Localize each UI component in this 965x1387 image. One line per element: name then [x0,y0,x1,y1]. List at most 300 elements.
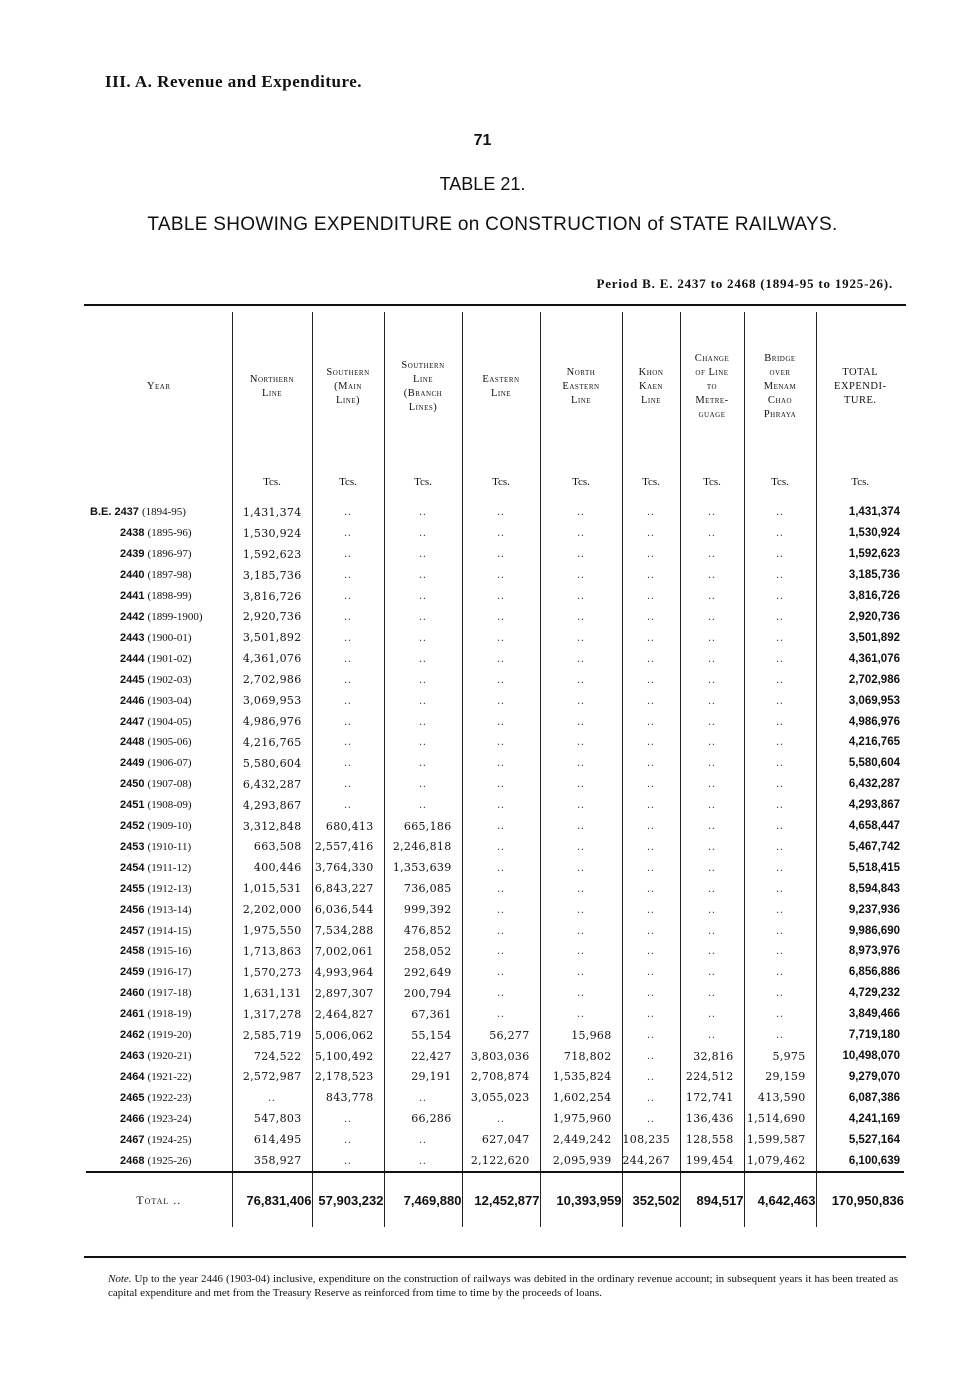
value-cell: .. [622,648,680,669]
year-cell [86,857,232,878]
be-year: 2451 [120,799,145,812]
row-total-cell: 4,729,232 [848,987,900,1000]
table-row [86,1004,904,1025]
value-cell: .. [384,523,462,544]
be-year: 2447 [120,715,145,728]
value-cell: .. [312,795,384,816]
table-row [86,627,904,648]
value-cell: 6,432,287 [232,774,312,795]
value-cell: .. [462,669,540,690]
value-cell: 2,572,987 [232,1066,312,1087]
ad-year: (1919-20) [147,1029,192,1042]
year-cell [86,941,232,962]
value-cell: 2,702,986 [232,669,312,690]
be-year: 2457 [120,924,145,937]
row-total-cell: 4,986,976 [848,715,900,728]
value-cell: .. [622,899,680,920]
period-line: Period B. E. 2437 to 2468 (1894-95 to 1925-26). [596,276,893,291]
ad-year: (1917-18) [147,987,192,1000]
value-cell: .. [462,983,540,1004]
be-year: 2456 [120,903,145,916]
year-cell [86,711,232,732]
value-cell: 244,267 [622,1150,680,1172]
value-cell: 224,512 [680,1066,744,1087]
table-row [86,816,904,837]
value-cell: .. [540,753,622,774]
ad-year: (1914-15) [147,924,192,937]
value-cell: 1,592,623 [232,544,312,565]
value-cell: .. [540,565,622,586]
year-cell [86,1150,232,1172]
value-cell: 2,246,818 [384,837,462,858]
value-cell: .. [744,627,816,648]
value-cell: .. [622,920,680,941]
ad-year: (1920-21) [147,1050,192,1063]
ad-year: (1901-02) [147,652,192,665]
ad-year: (1924-25) [147,1133,192,1146]
ad-year: (1898-99) [147,590,192,603]
value-cell: .. [744,878,816,899]
value-cell: .. [462,899,540,920]
value-cell: 627,047 [462,1129,540,1150]
value-cell: .. [744,1025,816,1046]
value-cell: 736,085 [384,878,462,899]
value-cell: .. [312,544,384,565]
value-cell: .. [680,941,744,962]
value-cell: 3,312,848 [232,816,312,837]
value-cell: 1,570,273 [232,962,312,983]
year-cell [86,1046,232,1067]
value-cell: .. [384,544,462,565]
value-cell: .. [540,878,622,899]
page-number: 71 [473,132,492,149]
col-header-eastern: Eastern Line [462,312,540,462]
value-cell: .. [462,774,540,795]
value-cell: .. [622,816,680,837]
value-cell: .. [462,627,540,648]
value-cell: 67,361 [384,1004,462,1025]
table-row [86,586,904,607]
ad-year: (1913-14) [147,903,192,916]
value-cell: 1,514,690 [744,1108,816,1129]
ad-year: (1921-22) [147,1070,192,1083]
value-cell: 292,649 [384,962,462,983]
value-cell: .. [462,732,540,753]
row-total-cell: 4,293,867 [848,799,900,812]
value-cell: .. [744,669,816,690]
row-total-cell: 8,594,843 [848,882,900,895]
be-year: 2467 [120,1133,145,1146]
value-cell: .. [622,690,680,711]
value-cell: .. [312,607,384,628]
value-cell: .. [622,1087,680,1108]
value-cell: .. [540,502,622,523]
value-cell: 3,816,726 [232,586,312,607]
value-cell: .. [744,732,816,753]
value-cell: .. [744,774,816,795]
value-cell: .. [462,795,540,816]
table-row [86,795,904,816]
value-cell: .. [384,502,462,523]
totals-label: Total .. [86,1172,232,1227]
value-cell: .. [744,565,816,586]
row-total-cell: 8,973,976 [848,945,900,958]
value-cell: 358,927 [232,1150,312,1172]
value-cell: .. [744,920,816,941]
value-cell: .. [384,669,462,690]
value-cell: 4,293,867 [232,795,312,816]
year-cell [86,648,232,669]
value-cell: .. [622,523,680,544]
be-year: 2449 [120,757,145,770]
be-year: 2454 [120,861,145,874]
value-cell: 5,975 [744,1046,816,1067]
be-year: 2439 [120,548,145,561]
value-cell: .. [622,774,680,795]
be-year: 2448 [120,736,145,749]
value-cell: 5,100,492 [312,1046,384,1067]
year-cell [86,523,232,544]
col-header-north-eastern: North Eastern Line [540,312,622,462]
value-cell: .. [744,523,816,544]
year-cell [86,878,232,899]
value-cell: .. [462,837,540,858]
value-cell: .. [540,774,622,795]
value-cell: 843,778 [312,1087,384,1108]
value-cell: 1,975,550 [232,920,312,941]
row-total-cell: 4,658,447 [848,820,900,833]
year-cell [86,1108,232,1129]
ad-year: (1899-1900) [147,610,203,623]
value-cell: 66,286 [384,1108,462,1129]
value-cell: 4,993,964 [312,962,384,983]
value-cell: 2,708,874 [462,1066,540,1087]
row-total-cell: 3,069,953 [848,694,900,707]
row-total-cell: 1,431,374 [848,506,900,519]
value-cell: 663,508 [232,837,312,858]
value-cell: 999,392 [384,899,462,920]
value-cell: .. [312,565,384,586]
value-cell: .. [232,1087,312,1108]
value-cell: .. [680,899,744,920]
value-cell: 5,006,062 [312,1025,384,1046]
value-cell: .. [744,502,816,523]
unit-cell [86,462,232,502]
value-cell: .. [540,795,622,816]
table-title: TABLE SHOWING EXPENDITURE on CONSTRUCTION of STATE RAILWAYS. [147,214,838,235]
unit-cell: Tcs. [680,462,744,502]
row-total-cell: 7,719,180 [848,1029,900,1042]
row-total-cell: 5,467,742 [848,840,900,853]
year-cell [86,983,232,1004]
value-cell: 1,535,824 [540,1066,622,1087]
table-row [86,1046,904,1067]
value-cell: .. [622,1108,680,1129]
total-cell: 76,831,406 [232,1172,312,1227]
value-cell: .. [540,669,622,690]
table-row [86,837,904,858]
value-cell: .. [384,627,462,648]
value-cell: .. [384,1087,462,1108]
value-cell: .. [540,816,622,837]
table-row [86,878,904,899]
value-cell: .. [384,586,462,607]
value-cell: .. [384,1129,462,1150]
year-cell [86,795,232,816]
row-total-cell: 5,527,164 [848,1133,900,1146]
col-header-khon-kaen: Khon Kaen Line [622,312,680,462]
row-total-cell: 5,580,604 [848,757,900,770]
value-cell: 29,191 [384,1066,462,1087]
value-cell: .. [744,1004,816,1025]
value-cell: .. [312,732,384,753]
row-total-cell: 6,087,386 [848,1091,900,1104]
value-cell: .. [680,648,744,669]
value-cell: .. [622,502,680,523]
value-cell: .. [462,565,540,586]
ad-year: (1916-17) [147,966,192,979]
ad-year: (1903-04) [147,694,192,707]
row-total-cell: 3,816,726 [848,590,900,603]
value-cell: 7,534,288 [312,920,384,941]
value-cell: 547,803 [232,1108,312,1129]
value-cell: 5,580,604 [232,753,312,774]
value-cell: .. [680,962,744,983]
value-cell: .. [312,690,384,711]
value-cell: .. [540,627,622,648]
year-cell [86,607,232,628]
value-cell: .. [680,523,744,544]
table-row [86,669,904,690]
value-cell: 400,446 [232,857,312,878]
value-cell: .. [540,648,622,669]
value-cell: .. [462,648,540,669]
value-cell: .. [680,565,744,586]
value-cell: .. [680,732,744,753]
value-cell: .. [680,544,744,565]
value-cell: .. [680,774,744,795]
value-cell: .. [462,857,540,878]
table-body [86,502,904,1172]
value-cell: 128,558 [680,1129,744,1150]
value-cell: .. [622,962,680,983]
table-row [86,774,904,795]
value-cell: .. [680,627,744,648]
value-cell: 665,186 [384,816,462,837]
value-cell: .. [622,878,680,899]
table-row [86,753,904,774]
value-cell: 3,803,036 [462,1046,540,1067]
value-cell: .. [540,544,622,565]
year-cell [86,1025,232,1046]
total-cell: 10,393,959 [540,1172,622,1227]
be-year: 2459 [120,966,145,979]
value-cell: .. [680,857,744,878]
row-total-cell: 2,920,736 [848,610,900,623]
table-row [86,502,904,523]
be-year: 2450 [120,778,145,791]
value-cell: .. [540,920,622,941]
value-cell: 1,530,924 [232,523,312,544]
value-cell: 4,361,076 [232,648,312,669]
value-cell: .. [312,627,384,648]
ad-year: (1908-09) [147,799,192,812]
table-row [86,857,904,878]
total-cell: 894,517 [680,1172,744,1227]
table-row [86,983,904,1004]
ad-year: (1895-96) [147,527,192,540]
value-cell: .. [384,732,462,753]
totals-row [86,1172,904,1227]
value-cell: .. [312,669,384,690]
value-cell: 3,185,736 [232,565,312,586]
table-row [86,1108,904,1129]
value-cell: .. [744,857,816,878]
ad-year: (1896-97) [147,548,192,561]
year-cell [86,669,232,690]
col-header-bridge: Bridge over Menam Chao Phraya [744,312,816,462]
value-cell: .. [622,586,680,607]
value-cell: .. [744,962,816,983]
table-number: TABLE 21. [439,174,526,194]
table-row [86,523,904,544]
value-cell: .. [462,816,540,837]
value-cell: .. [622,837,680,858]
value-cell: 1,015,531 [232,878,312,899]
unit-cell: Tcs. [540,462,622,502]
unit-cell: Tcs. [622,462,680,502]
table-row [86,1087,904,1108]
value-cell: .. [680,1004,744,1025]
be-year: 2462 [120,1029,145,1042]
value-cell: 6,843,227 [312,878,384,899]
value-cell: 15,968 [540,1025,622,1046]
value-cell: 1,631,131 [232,983,312,1004]
value-cell: .. [540,690,622,711]
row-total-cell: 3,849,466 [848,1008,900,1021]
value-cell: .. [622,627,680,648]
value-cell: .. [622,607,680,628]
value-cell: 4,216,765 [232,732,312,753]
row-total-cell: 3,185,736 [848,569,900,582]
value-cell: .. [384,565,462,586]
value-cell: .. [462,502,540,523]
be-year: 2442 [120,610,145,623]
value-cell: .. [312,1129,384,1150]
value-cell: .. [540,523,622,544]
table-row [86,648,904,669]
column-header-row [86,312,904,462]
year-cell [86,586,232,607]
value-cell: 2,464,827 [312,1004,384,1025]
value-cell: .. [622,1066,680,1087]
value-cell: .. [680,607,744,628]
ad-year: (1904-05) [147,715,192,728]
year-cell [86,962,232,983]
value-cell: .. [622,941,680,962]
row-total-cell: 2,702,986 [848,673,900,686]
table-row [86,1150,904,1172]
value-cell: .. [462,711,540,732]
value-cell: .. [680,920,744,941]
value-cell: .. [680,690,744,711]
be-year: 2463 [120,1050,145,1063]
value-cell: 22,427 [384,1046,462,1067]
be-year: 2452 [120,820,145,833]
col-header-year: Year [86,312,232,462]
value-cell: 56,277 [462,1025,540,1046]
value-cell: .. [312,1108,384,1129]
value-cell: .. [462,941,540,962]
value-cell: .. [540,962,622,983]
year-cell [86,1087,232,1108]
row-total-cell: 4,216,765 [848,736,900,749]
table-row [86,565,904,586]
value-cell: 413,590 [744,1087,816,1108]
value-cell: .. [540,983,622,1004]
value-cell: 32,816 [680,1046,744,1067]
value-cell: .. [744,648,816,669]
year-cell [86,816,232,837]
unit-cell: Tcs. [232,462,312,502]
year-cell [86,1129,232,1150]
value-cell: 2,095,939 [540,1150,622,1172]
value-cell: .. [384,711,462,732]
value-cell: 199,454 [680,1150,744,1172]
unit-cell: Tcs. [851,476,870,488]
unit-cell: Tcs. [312,462,384,502]
row-total-cell: 6,432,287 [848,778,900,791]
table-row [86,941,904,962]
year-cell [86,837,232,858]
row-total-cell: 6,100,639 [848,1154,900,1167]
ad-year: (1905-06) [147,736,192,749]
value-cell: 2,178,523 [312,1066,384,1087]
ad-year: (1902-03) [147,673,192,686]
value-cell: 1,353,639 [384,857,462,878]
total-cell: 7,469,880 [384,1172,462,1227]
value-cell: .. [312,1150,384,1172]
value-cell: .. [744,941,816,962]
ad-year: (1894-95) [141,506,186,519]
table-row [86,1129,904,1150]
value-cell: .. [312,586,384,607]
year-cell [86,565,232,586]
ad-year: (1918-19) [147,1008,192,1021]
table-row [86,732,904,753]
value-cell: .. [744,837,816,858]
expenditure-table [86,312,904,1227]
year-cell [86,690,232,711]
value-cell: 724,522 [232,1046,312,1067]
value-cell: .. [384,690,462,711]
value-cell: 200,794 [384,983,462,1004]
table-row [86,962,904,983]
value-cell: 2,920,736 [232,607,312,628]
value-cell: .. [680,983,744,1004]
value-cell: .. [680,816,744,837]
units-row [86,462,904,502]
value-cell: .. [622,857,680,878]
year-cell [86,1004,232,1025]
value-cell: 1,317,278 [232,1004,312,1025]
value-cell: .. [540,837,622,858]
total-cell: 352,502 [622,1172,680,1227]
ad-year: (1911-12) [147,861,192,874]
be-year: 2465 [120,1091,145,1104]
value-cell: 476,852 [384,920,462,941]
value-cell: 3,764,330 [312,857,384,878]
